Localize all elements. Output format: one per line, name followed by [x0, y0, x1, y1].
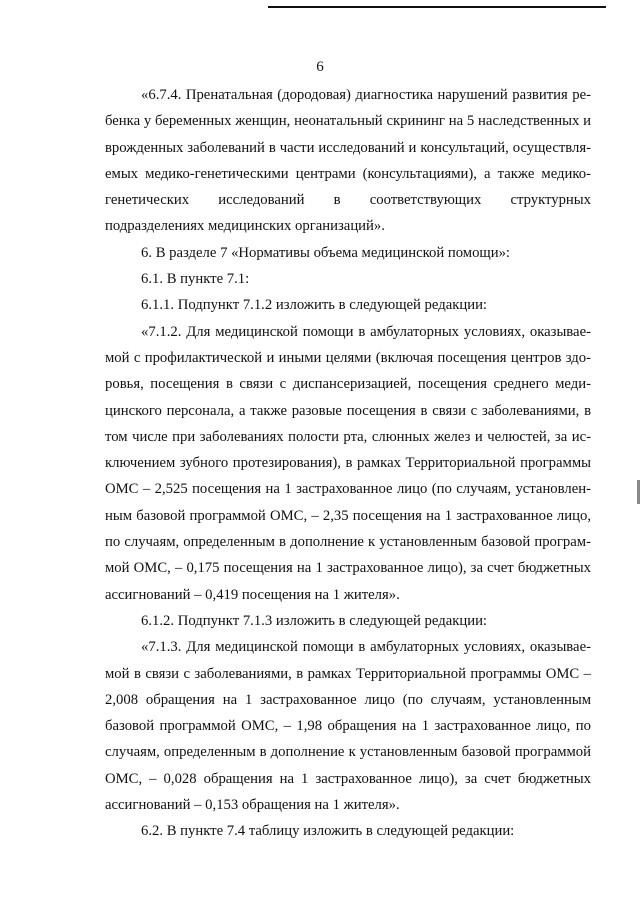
paragraph-6-2: 6.2. В пункте 7.4 таблицу изложить в следующей редакции: [141, 823, 515, 840]
paragraph-6-1-1: 6.1.1. Подпункт 7.1.2 изложить в следующей редакции: [141, 297, 488, 314]
header-rule [268, 6, 606, 8]
paragraph-6-7-4: «6.7.4. Пренатальная (дородовая) диагностика нарушений развития ребенка у беременных женщин, неонатальный скрининг на 5 наследственных и врожденных заболеваний в части исследований и консультаций, осуществляемых медико-генетическими центрами (консультациями), а также медико-генетических исследований в соответствующих структурных подразделениях медицинских организаций». [105, 87, 591, 235]
paragraph-6-1-2: 6.1.2. Подпункт 7.1.3 изложить в следующей редакции: [141, 612, 488, 629]
paragraph-7-1-2: «7.1.2. Для медицинской помощи в амбулаторных условиях, оказываемой с профилактической и иными целями (включая посещения центров здоровья, посещения в связи с диспансеризацией, посещения среднего медицинского персонала, а также разовые посещения в связи с заболеваниями, в том числе при заболеваниях полости рта, слюнных желез и челюстей, за исключением зубного протезирования), в рамках Территориальной программы ОМС – 2,525 посещения на 1 застрахованное лицо (по случаям, установленным базовой программой ОМС, – 2,35 посещения на 1 застрахованное лицо, по случаям, определенным в дополнение к установленным базовой программой ОМС, – 0,175 посещения на 1 застрахованное лицо), за счет бюджетных ассигнований – 0,419 посещения на 1 жителя». [105, 323, 591, 603]
paragraph-6-1: 6.1. В пункте 7.1: [141, 271, 250, 288]
paragraph-7-1-3: «7.1.3. Для медицинской помощи в амбулаторных условиях, оказываемой в связи с заболеваниями, в рамках Территориальной программы ОМС – 2,008 обращения на 1 застрахованное лицо (по случаям, установленным базовой программой ОМС, – 1,98 обращения на 1 застрахованное лицо, по случаям, определенным в дополнение к установленным базовой программой ОМС, – 0,028 обращения на 1 застрахованное лицо), за счет бюджетных ассигнований – 0,153 обращения на 1 жителя». [105, 639, 591, 814]
page-number: 6 [316, 59, 324, 75]
paragraph-section-6: 6. В разделе 7 «Нормативы объема медицинской помощи»: [141, 244, 511, 261]
document-body [105, 82, 591, 845]
